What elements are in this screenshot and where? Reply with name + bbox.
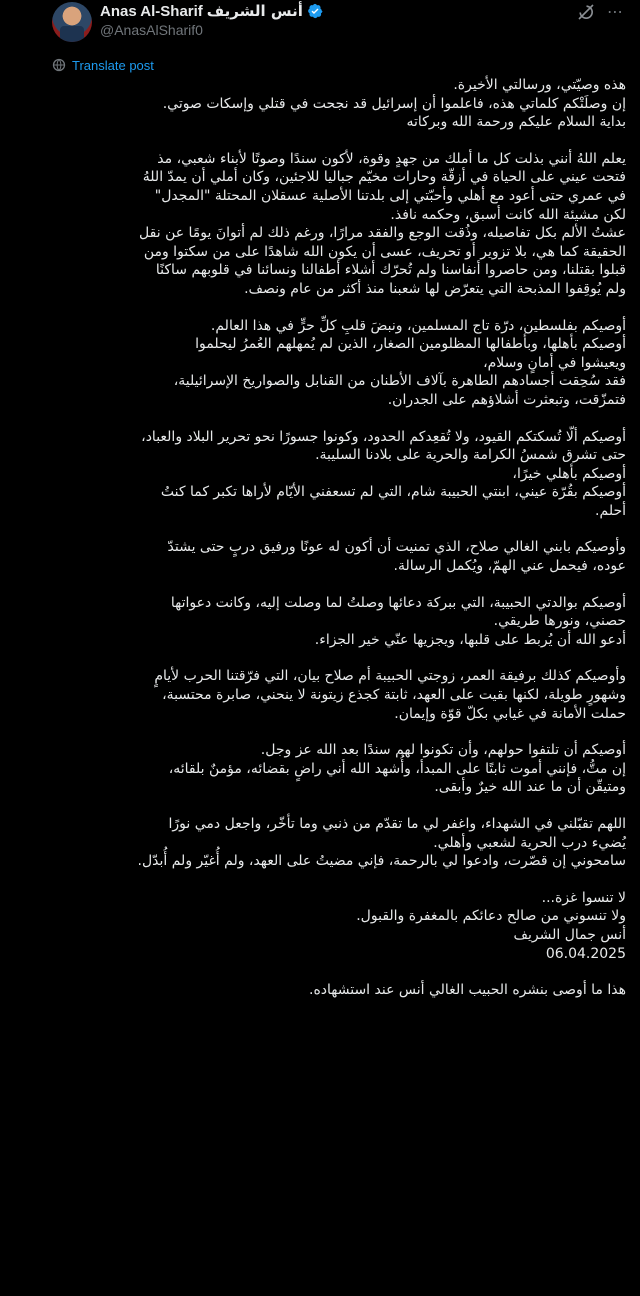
verified-badge-icon <box>307 3 323 19</box>
grok-icon[interactable] <box>576 2 596 22</box>
post-line: فتمزّقت، وتبعثرت أشلاؤهم على الجدران. <box>387 391 626 408</box>
post-line: عشتُ الألم بكل تفاصيله، وذُقت الوجع والفقد مرارًا، ورغم ذلك لم أتوانَ يومًا عن نقل <box>139 225 626 242</box>
post-line: هذه وصيّتي، ورسالتي الأخيرة. <box>453 77 626 93</box>
author-handle[interactable]: @AnasAlSharif0 <box>100 22 203 38</box>
post-line: قبلوا بقتلنا، ومن حاصروا أنفاسنا ولم تُحرّك أشلاء أطفالنا ونسائنا في قلوبهم ساكنًا <box>155 262 626 279</box>
post-line: أوصيكم بفلسطين، درّة تاج المسلمين، ونبضَ قلبِ كلِّ حرٍّ في هذا العالم. <box>210 317 626 334</box>
post-date: 06.04.2025 <box>545 945 626 962</box>
paragraph-8 <box>0 741 626 797</box>
post-line: حصني، ونورها طريقي. <box>493 613 626 630</box>
translate-post[interactable] <box>52 56 154 74</box>
post-line: في عمري حتى أعود مع أهلي وأحبّتي إلى بلدتنا الأصلية عسقلان المحتلة "المجدل" <box>154 187 626 204</box>
post-line: لكن مشيئة الله كانت أسبق، وحكمه نافذ. <box>390 206 626 223</box>
paragraph-11 <box>0 981 626 1000</box>
post-line: سامحوني إن قصّرت، وادعوا لي بالرحمة، فإني مضيتُ على العهد، ولم أُغيّر ولم أُبدّل. <box>137 853 626 870</box>
post-line: هذا ما أوصى بنشره الحبيب الغالي أنس عند استشهاده. <box>309 982 626 999</box>
post-line: عوده، فيحمل عني الهمّ، ويُكمل الرسالة. <box>393 558 626 575</box>
avatar[interactable] <box>52 2 92 42</box>
post-line: الحقيقة كما هي، بلا تزوير أو تحريف، عسى أن يكون الله شاهدًا على من سكتوا ومن <box>143 243 626 260</box>
author-name-ar[interactable]: أنس الشريف <box>206 2 303 20</box>
post-line: يعلم اللهُ أنني بذلت كل ما أملك من جهدٍ وقوة، لأكون سندًا وصوتًا لأبناء شعبي، مذ <box>157 150 626 167</box>
post-line: بداية السلام عليكم ورحمة الله وبركاته <box>406 114 626 131</box>
post-line: لا تنسوا غزة... <box>541 889 626 906</box>
paragraph-5 <box>0 538 626 575</box>
author-name-en[interactable]: Anas Al-Sharif <box>100 2 203 20</box>
post-header <box>0 0 640 50</box>
author-name-line[interactable] <box>100 1 323 21</box>
post-line: أوصيكم بوالدتي الحبيبة، التي ببركة دعائها وصلتُ لما وصلت إليه، وكانت دعواتها <box>170 594 626 611</box>
post-line: ولم يُوقِفوا المذبحة التي يتعرّض لها شعبنا منذ أكثر من عام ونصف. <box>244 280 626 297</box>
paragraph-4 <box>0 428 626 521</box>
post-line: أوصيكم ألّا تُسكتكم القيود، ولا تُقعِدكم الحدود، وكونوا جسورًا نحو تحرير البلاد والعباد، <box>141 428 626 445</box>
avatar-figure <box>60 26 84 42</box>
globe-icon <box>52 58 66 72</box>
paragraph-9 <box>0 815 626 871</box>
post-text <box>0 76 626 1018</box>
post-line: أوصيكم أن تلتفوا حولهم، وأن تكونوا لهم سندًا بعد الله عز وجل. <box>260 742 626 759</box>
paragraph-1 <box>0 76 626 132</box>
post-line: وشهورٍ طويلة، لكنها بقيت على العهد، ثابتة كجذع زيتونة لا ينحني، صابرة محتسبة، <box>162 687 626 704</box>
post-line: وأوصيكم بابني الغالي صلاح، الذي تمنيت أن أكون له عونًا ورفيق دربٍ حتى يشتدّ <box>167 539 626 556</box>
post-line: إن وصلَتْكم كلماتي هذه، فاعلموا أن إسرائيل قد نجحت في قتلي وإسكات صوتي. <box>162 95 626 112</box>
more-options-icon[interactable]: ⋯ <box>607 2 623 21</box>
post-line: أنس جمال الشريف <box>513 926 626 943</box>
post-line: أوصيكم بأهلي خيرًا، <box>512 465 626 482</box>
post-line: يُضيء درب الحرية لشعبي وأهلي. <box>433 834 626 851</box>
paragraph-10 <box>0 889 626 963</box>
paragraph-3 <box>0 317 626 410</box>
post-line: فتحت عيني على الحياة في أزقّة وحارات مخيّم جباليا للاجئين، وكان أملي أن يمدّ اللهُ <box>142 169 626 186</box>
post-line: وأوصيكم كذلك برفيقة العمر، زوجتي الحبيبة أم صلاح بيان، التي فرّقتنا الحرب لأيامٍ <box>154 668 626 685</box>
paragraph-7 <box>0 667 626 723</box>
post-line: حملت الأمانة في غيابي بكلّ قوّة وإيمان. <box>394 705 626 722</box>
post-line: أوصيكم بقُرّة عيني، ابنتي الحبيبة شام، التي لم تسعفني الأيّام لأراها تكبر كما كنتُ <box>160 484 626 501</box>
post-line: أوصيكم بأهلها، وبأطفالها المظلومين الصغار، الذين لم يُمهلهم العُمرُ ليحلموا <box>195 336 626 353</box>
post-line: أحلم. <box>595 502 626 519</box>
post-line: أدعو الله أن يُربط على قلبها، ويجزيها عنّي خير الجزاء. <box>314 631 626 648</box>
translate-post-label[interactable]: Translate post <box>72 57 154 73</box>
post-line: اللهم تقبّلني في الشهداء، واغفر لي ما تقدّم من ذنبي وما تأخّر، واجعل دمي نورًا <box>168 816 626 832</box>
post-line: ويعيشوا في أمانٍ وسلام، <box>483 354 626 371</box>
post-line: ولا تنسوني من صالح دعائكم بالمغفرة والقبول. <box>356 908 626 925</box>
post-line: حتى تشرق شمسُ الكرامة والحرية على بلادنا السليبة. <box>315 447 626 464</box>
post-line: فقد سُحِقت أجسادهم الطاهرة بآلاف الأطنان من القنابل والصواريخ الإسرائيلية، <box>173 373 626 390</box>
post-line: ومتيقّن أن ما عند الله خيرٌ وأبقى. <box>434 779 626 796</box>
post-line: إن متُّ، فإنني أموت ثابتًا على المبدأ، وأُشهد الله أني راضٍ بقضائه، مؤمنٌ بلقائه، <box>168 760 626 777</box>
paragraph-2 <box>0 150 626 299</box>
paragraph-6 <box>0 594 626 650</box>
